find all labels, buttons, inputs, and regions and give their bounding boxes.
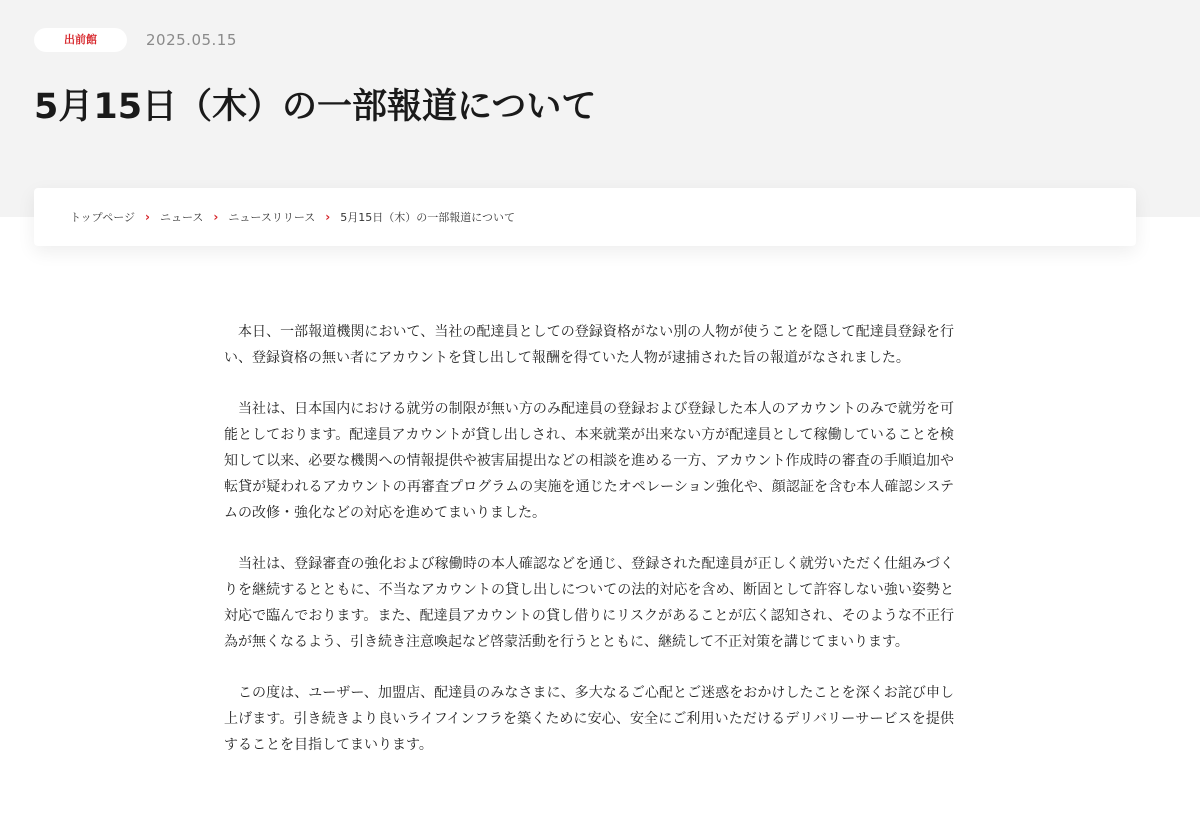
breadcrumb-item-news[interactable]: ニュース xyxy=(159,211,204,224)
article-paragraph: 当社は、日本国内における就労の制限が無い方のみ配達員の登録および登録した本人のアカウントのみで就労を可能としております。配達員アカウントが貸し出しされ、本来就業が出来ない方が配達員として稼働していることを検知して以来、必要な機関への情報提供や被害届提出などの相談を進める一方、アカウント作成時の審査の手順追加や転貸が疑われるアカウントの再審査プログラムの実施を通じたオペレーション強化や、顔認証を含む本人確認システムの改修・強化などの対応を進めてまいりました。 xyxy=(224,401,954,521)
article-paragraph: この度は、ユーザー、加盟店、配達員のみなさまに、多大なるご心配とご迷惑をおかけしたことを深くお詫び申し上げます。引き続きより良いライフインフラを築くために安心、安全にご利用いただけるデリバリーサービスを提供することを目指してまいります。 xyxy=(224,685,954,753)
article-body xyxy=(224,319,954,783)
breadcrumb-item-top[interactable]: トップページ xyxy=(70,211,136,224)
chevron-right-icon: › xyxy=(325,210,331,224)
publish-date: 2025.05.15 xyxy=(146,31,237,49)
article-paragraph: 本日、一部報道機関において、当社の配達員としての登録資格がない別の人物が使うことを隠して配達員登録を行い、登録資格の無い者にアカウントを貸し出して報酬を得ていた人物が逮捕された旨の報道がなされました。 xyxy=(224,324,954,366)
article-paragraph: 当社は、登録審査の強化および稼働時の本人確認などを通じ、登録された配達員が正しく就労いただく仕組みづくりを継続するとともに、不当なアカウントの貸し出しについての法的対応を含め、断固として許容しない強い姿勢と対応で臨んでおります。また、配達員アカウントの貸し借りにリスクがあることが広く認知され、そのような不正行為が無くなるよう、引き続き注意喚起など啓蒙活動を行うとともに、継続して不正対策を講じてまいります。 xyxy=(224,556,954,650)
chevron-right-icon: › xyxy=(145,210,150,224)
page-title: 5月15日（木）の一部報道について xyxy=(34,87,597,127)
page-header xyxy=(0,0,1200,217)
breadcrumb-item-current: 5月15日（木）の一部報道について xyxy=(340,211,516,224)
category-badge[interactable]: 出前館 xyxy=(34,28,127,52)
chevron-right-icon: › xyxy=(213,210,219,224)
breadcrumb xyxy=(34,188,1136,246)
breadcrumb-item-news-release[interactable]: ニュースリリース xyxy=(228,211,316,224)
